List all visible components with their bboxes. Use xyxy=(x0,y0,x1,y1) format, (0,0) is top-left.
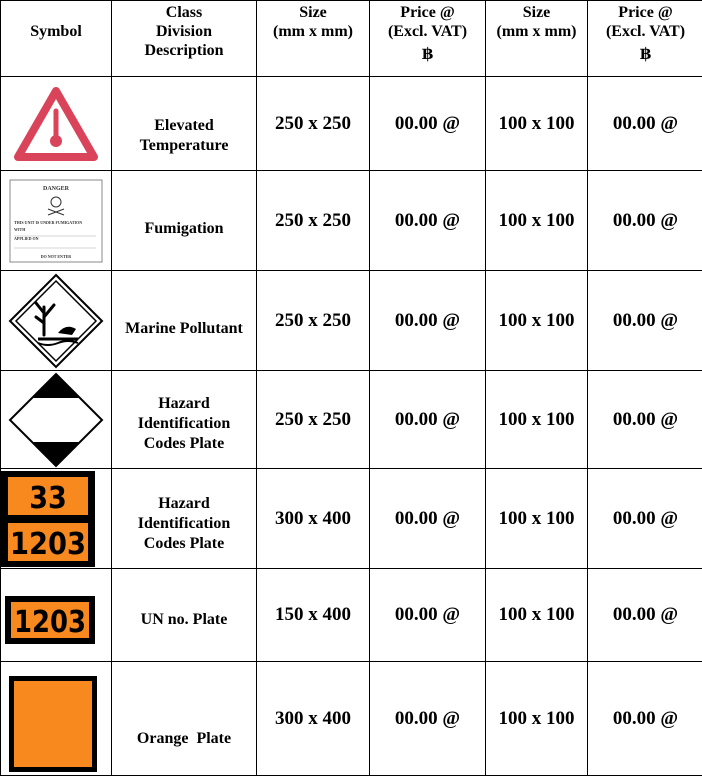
size-2-cell: 100 x 100 xyxy=(486,469,588,569)
header-size-2-line2: (mm x mm) xyxy=(496,23,577,40)
price-2-cell: 00.00 @ xyxy=(588,77,702,171)
price-1-cell: 00.00 @ xyxy=(370,271,486,371)
symbol-cell xyxy=(1,662,112,776)
table-row xyxy=(1,271,702,371)
header-size-1-line2: (mm x mm) xyxy=(273,23,353,40)
description-cell xyxy=(112,171,257,271)
header-size-1-line1: Size xyxy=(299,4,327,21)
table-row xyxy=(1,662,702,776)
description-line: Identification xyxy=(137,514,231,532)
header-price-2-line1: Price @ xyxy=(618,4,673,21)
price-1-cell: 00.00 @ xyxy=(370,371,486,469)
header-price-2-currency: ฿ xyxy=(639,46,652,63)
orange-plate-hazard-code-icon xyxy=(1,471,95,567)
size-1-cell: 250 x 250 xyxy=(257,171,370,271)
blank-orange-plate-icon xyxy=(9,676,97,772)
description-cell xyxy=(112,371,257,469)
description-line: UN no. Plate xyxy=(140,611,228,628)
header-class xyxy=(112,1,257,77)
table-row xyxy=(1,469,702,569)
price-2-cell: 00.00 @ xyxy=(588,662,702,776)
svg-text:APPLIED ON: APPLIED ON xyxy=(14,235,39,241)
header-class-line3: Description xyxy=(144,42,224,59)
fumigation-danger-sign-icon xyxy=(8,178,104,264)
header-symbol-text: Symbol xyxy=(30,23,82,40)
size-2-cell: 100 x 100 xyxy=(486,662,588,776)
symbol-cell xyxy=(1,569,112,662)
description-line: Hazard xyxy=(158,394,210,412)
table-row xyxy=(1,77,702,171)
description-line: Temperature xyxy=(139,136,229,154)
description-line: Hazard xyxy=(158,494,210,512)
size-1-cell: 250 x 250 xyxy=(257,371,370,469)
description-line: Identification xyxy=(137,414,231,432)
symbol-cell xyxy=(1,77,112,171)
size-2-cell: 100 x 100 xyxy=(486,77,588,171)
header-price-2 xyxy=(588,1,702,77)
description-line: Fumigation xyxy=(144,219,224,237)
size-2-cell: 100 x 100 xyxy=(486,271,588,371)
marine-pollutant-diamond-icon xyxy=(8,273,104,369)
svg-text:DANGER: DANGER xyxy=(42,185,70,192)
header-price-2-line2: (Excl. VAT) xyxy=(605,23,686,40)
header-price-1-currency: ฿ xyxy=(421,46,434,63)
symbol-cell xyxy=(1,469,112,569)
svg-text:33: 33 xyxy=(29,480,67,516)
elevated-temperature-triangle-icon xyxy=(14,87,98,161)
hazard-identification-diamond-icon xyxy=(8,372,104,468)
header-size-2-line1: Size xyxy=(522,4,551,21)
header-symbol xyxy=(1,1,112,77)
header-size-2 xyxy=(486,1,588,77)
price-2-cell: 00.00 @ xyxy=(588,371,702,469)
description-line: Marine Pollutant xyxy=(125,319,243,337)
svg-text:1203: 1203 xyxy=(14,605,86,640)
size-1-cell: 150 x 400 xyxy=(257,569,370,662)
price-2-cell: 00.00 @ xyxy=(588,469,702,569)
symbol-cell xyxy=(1,271,112,371)
description-line: Orange Plate xyxy=(136,729,232,747)
description-line: Elevated xyxy=(154,116,214,134)
price-1-cell: 00.00 @ xyxy=(370,469,486,569)
header-class-line2: Division xyxy=(155,23,212,40)
size-1-cell: 300 x 400 xyxy=(257,662,370,776)
header-class-line1: Class xyxy=(165,4,203,21)
table-row xyxy=(1,171,702,271)
svg-text:DO NOT ENTER: DO NOT ENTER xyxy=(40,253,72,259)
description-cell xyxy=(112,77,257,171)
header-size-1 xyxy=(257,1,370,77)
svg-text:1203: 1203 xyxy=(10,526,86,562)
size-1-cell: 250 x 250 xyxy=(257,271,370,371)
header-row xyxy=(1,1,702,77)
description-cell xyxy=(112,469,257,569)
size-1-cell: 250 x 250 xyxy=(257,77,370,171)
table-row xyxy=(1,569,702,662)
size-2-cell: 100 x 100 xyxy=(486,371,588,469)
size-2-cell: 100 x 100 xyxy=(486,171,588,271)
size-2-cell: 100 x 100 xyxy=(486,569,588,662)
header-price-1 xyxy=(370,1,486,77)
price-1-cell: 00.00 @ xyxy=(370,662,486,776)
orange-plate-un-number-icon xyxy=(5,596,99,646)
svg-text:THIS UNIT IS UNDER FUMIGATION: THIS UNIT IS UNDER FUMIGATION xyxy=(14,219,83,225)
size-1-cell: 300 x 400 xyxy=(257,469,370,569)
symbol-cell xyxy=(1,171,112,271)
description-cell xyxy=(112,271,257,371)
description-cell xyxy=(112,569,257,662)
price-2-cell: 00.00 @ xyxy=(588,171,702,271)
table-row xyxy=(1,371,702,469)
price-1-cell: 00.00 @ xyxy=(370,77,486,171)
symbol-cell xyxy=(1,371,112,469)
header-price-1-line2: (Excl. VAT) xyxy=(387,23,468,40)
price-2-cell: 00.00 @ xyxy=(588,569,702,662)
description-line: Codes Plate xyxy=(143,534,225,552)
price-2-cell: 00.00 @ xyxy=(588,271,702,371)
price-1-cell: 00.00 @ xyxy=(370,171,486,271)
svg-text:WITH: WITH xyxy=(14,226,26,232)
header-price-1-line1: Price @ xyxy=(400,4,455,21)
price-1-cell: 00.00 @ xyxy=(370,569,486,662)
description-cell xyxy=(112,662,257,776)
description-line: Codes Plate xyxy=(143,434,225,452)
